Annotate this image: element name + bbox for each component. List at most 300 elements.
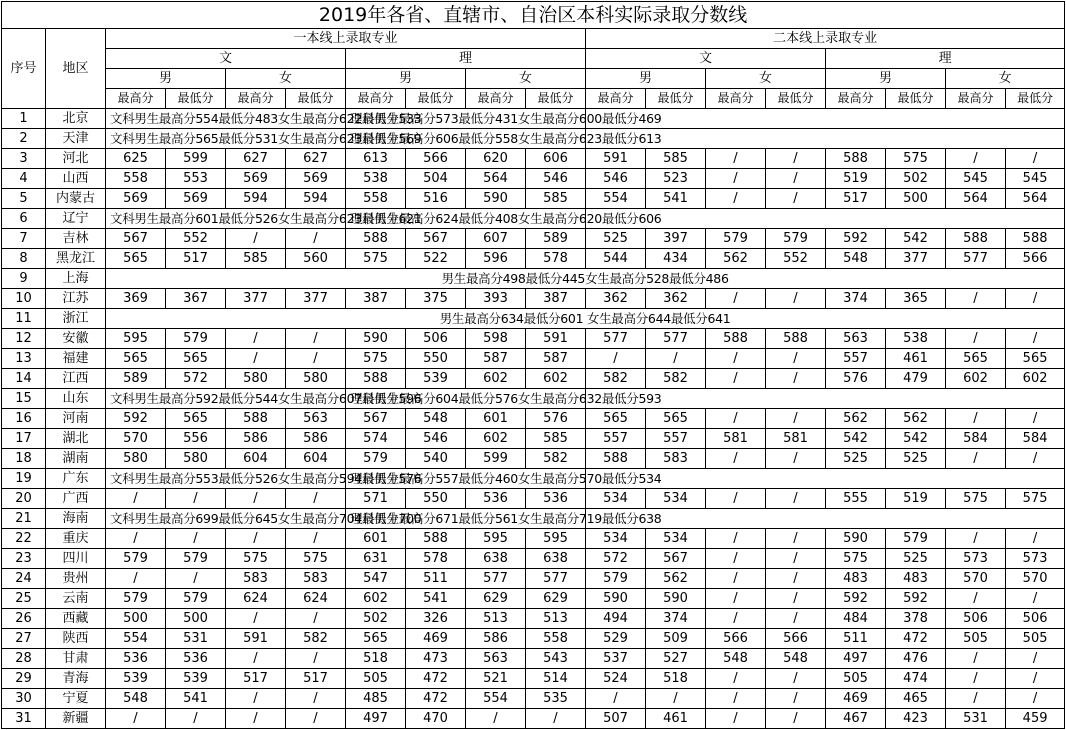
score-cell: 522 bbox=[406, 249, 466, 269]
score-cell: 620 bbox=[466, 149, 526, 169]
score-cell: / bbox=[946, 449, 1006, 469]
table-row bbox=[2, 449, 1065, 469]
score-cell: / bbox=[226, 709, 286, 729]
score-cell: 602 bbox=[946, 369, 1006, 389]
score-cell: 506 bbox=[406, 329, 466, 349]
header-gender-female: 女 bbox=[706, 69, 826, 89]
score-cell: 534 bbox=[646, 489, 706, 509]
score-cell: 638 bbox=[526, 549, 586, 569]
score-cell: 541 bbox=[166, 689, 226, 709]
score-cell: 588 bbox=[346, 229, 406, 249]
score-cell: 583 bbox=[286, 569, 346, 589]
table-row bbox=[2, 369, 1065, 389]
score-cell: 579 bbox=[346, 449, 406, 469]
score-cell: / bbox=[766, 609, 826, 629]
score-cell: / bbox=[166, 709, 226, 729]
score-cell: 580 bbox=[166, 449, 226, 469]
score-cell: 506 bbox=[946, 609, 1006, 629]
score-cell: 377 bbox=[226, 289, 286, 309]
score-cell: 537 bbox=[586, 649, 646, 669]
score-cell: 604 bbox=[226, 449, 286, 469]
row-region: 四川 bbox=[46, 549, 106, 569]
score-cell: 566 bbox=[766, 629, 826, 649]
score-cell: 546 bbox=[526, 169, 586, 189]
score-cell: 588 bbox=[226, 409, 286, 429]
score-cell: 565 bbox=[586, 409, 646, 429]
header-min: 最低分 bbox=[646, 89, 706, 109]
score-cell: 624 bbox=[286, 589, 346, 609]
score-cell: 565 bbox=[166, 409, 226, 429]
table-row bbox=[2, 509, 1065, 529]
score-cell: 393 bbox=[466, 289, 526, 309]
score-cell: 467 bbox=[826, 709, 886, 729]
score-cell: 587 bbox=[526, 349, 586, 369]
score-cell: 588 bbox=[826, 149, 886, 169]
tier1-arts-note: 文科男生最高分592最低分544女生最高分607最低分596 bbox=[106, 389, 346, 409]
tier1-science-note: 理科男生最高分671最低分561女生最高分719最低分638 bbox=[346, 509, 586, 529]
score-cell: 565 bbox=[346, 629, 406, 649]
score-cell: 557 bbox=[646, 429, 706, 449]
score-cell: 538 bbox=[886, 329, 946, 349]
table-row bbox=[2, 249, 1065, 269]
score-cell: 575 bbox=[346, 249, 406, 269]
score-cell: 575 bbox=[886, 149, 946, 169]
score-cell: 505 bbox=[826, 669, 886, 689]
score-cell: 479 bbox=[886, 369, 946, 389]
score-cell: / bbox=[766, 669, 826, 689]
score-cell: 552 bbox=[766, 249, 826, 269]
score-cell: 470 bbox=[406, 709, 466, 729]
score-cell: 579 bbox=[706, 229, 766, 249]
score-cell: / bbox=[466, 709, 526, 729]
score-cell: / bbox=[766, 289, 826, 309]
score-cell: 534 bbox=[586, 489, 646, 509]
table-row bbox=[2, 269, 1065, 289]
table-row bbox=[2, 389, 1065, 409]
header-max: 最高分 bbox=[466, 89, 526, 109]
header-max: 最高分 bbox=[586, 89, 646, 109]
score-cell: 542 bbox=[886, 429, 946, 449]
score-cell: 565 bbox=[946, 349, 1006, 369]
score-cell: 511 bbox=[406, 569, 466, 589]
score-cell: / bbox=[766, 589, 826, 609]
header-tier1-arts: 文 bbox=[106, 49, 346, 69]
table-row bbox=[2, 409, 1065, 429]
score-cell: 579 bbox=[166, 589, 226, 609]
score-cell: 585 bbox=[226, 249, 286, 269]
score-cell: 459 bbox=[1006, 709, 1065, 729]
header-gender-female: 女 bbox=[226, 69, 346, 89]
score-cell: 564 bbox=[946, 189, 1006, 209]
tier1-science-note: 理科男生最高分573最低分431女生最高分600最低分469 bbox=[346, 109, 586, 129]
score-cell: 552 bbox=[166, 229, 226, 249]
score-cell: 434 bbox=[646, 249, 706, 269]
score-cell: / bbox=[946, 529, 1006, 549]
score-cell: 607 bbox=[466, 229, 526, 249]
score-cell: 590 bbox=[586, 589, 646, 609]
score-cell: 541 bbox=[406, 589, 466, 609]
row-seq: 6 bbox=[2, 209, 46, 229]
score-cell: / bbox=[706, 549, 766, 569]
table-row bbox=[2, 189, 1065, 209]
score-cell: 473 bbox=[406, 649, 466, 669]
header-row-tier bbox=[2, 29, 1065, 49]
header-min: 最低分 bbox=[286, 89, 346, 109]
row-seq: 8 bbox=[2, 249, 46, 269]
score-cell: 557 bbox=[826, 349, 886, 369]
table-row bbox=[2, 289, 1065, 309]
score-cell: 548 bbox=[106, 689, 166, 709]
score-cell: 326 bbox=[406, 609, 466, 629]
row-region: 江西 bbox=[46, 369, 106, 389]
row-region: 上海 bbox=[46, 269, 106, 289]
header-row-score bbox=[2, 89, 1065, 109]
score-cell: 514 bbox=[526, 669, 586, 689]
score-cell: 562 bbox=[706, 249, 766, 269]
score-cell: 585 bbox=[526, 189, 586, 209]
score-cell: 564 bbox=[1006, 189, 1065, 209]
score-cell: / bbox=[286, 489, 346, 509]
score-cell: / bbox=[946, 669, 1006, 689]
table-row bbox=[2, 689, 1065, 709]
score-cell: 519 bbox=[826, 169, 886, 189]
score-cell: 580 bbox=[106, 449, 166, 469]
score-cell: 581 bbox=[706, 429, 766, 449]
score-cell: 369 bbox=[106, 289, 166, 309]
score-cell: 374 bbox=[826, 289, 886, 309]
score-cell: 592 bbox=[106, 409, 166, 429]
score-cell: 583 bbox=[646, 449, 706, 469]
score-cell: 567 bbox=[106, 229, 166, 249]
score-cell: 461 bbox=[886, 349, 946, 369]
score-cell: 569 bbox=[106, 189, 166, 209]
row-seq: 27 bbox=[2, 629, 46, 649]
score-cell: 601 bbox=[346, 529, 406, 549]
header-max: 最高分 bbox=[346, 89, 406, 109]
header-min: 最低分 bbox=[166, 89, 226, 109]
score-cell: 582 bbox=[526, 449, 586, 469]
score-cell: / bbox=[766, 549, 826, 569]
row-region: 安徽 bbox=[46, 329, 106, 349]
score-cell: 631 bbox=[346, 549, 406, 569]
score-cell: 517 bbox=[286, 669, 346, 689]
row-seq: 17 bbox=[2, 429, 46, 449]
row-region: 甘肃 bbox=[46, 649, 106, 669]
score-cell: 562 bbox=[886, 409, 946, 429]
header-min: 最低分 bbox=[526, 89, 586, 109]
score-cell: / bbox=[226, 529, 286, 549]
score-cell: 579 bbox=[106, 589, 166, 609]
score-cell: 588 bbox=[406, 529, 466, 549]
score-cell: 518 bbox=[646, 669, 706, 689]
table-row bbox=[2, 149, 1065, 169]
header-min: 最低分 bbox=[1006, 89, 1065, 109]
score-cell: 536 bbox=[106, 649, 166, 669]
row-region: 广东 bbox=[46, 469, 106, 489]
header-min: 最低分 bbox=[766, 89, 826, 109]
score-cell: 523 bbox=[646, 169, 706, 189]
score-cell: 546 bbox=[406, 429, 466, 449]
score-cell: 558 bbox=[106, 169, 166, 189]
score-cell: 579 bbox=[166, 549, 226, 569]
score-cell: 547 bbox=[346, 569, 406, 589]
score-cell: 591 bbox=[226, 629, 286, 649]
row-region: 吉林 bbox=[46, 229, 106, 249]
score-cell: 602 bbox=[466, 429, 526, 449]
score-cell: 566 bbox=[1006, 249, 1065, 269]
score-cell: 577 bbox=[646, 329, 706, 349]
table-row bbox=[2, 549, 1065, 569]
score-cell: 362 bbox=[586, 289, 646, 309]
score-cell: 565 bbox=[166, 349, 226, 369]
score-cell: 472 bbox=[406, 689, 466, 709]
row-seq: 22 bbox=[2, 529, 46, 549]
score-cell: / bbox=[646, 689, 706, 709]
row-region: 北京 bbox=[46, 109, 106, 129]
score-cell: / bbox=[286, 229, 346, 249]
score-cell: 517 bbox=[166, 249, 226, 269]
table-row bbox=[2, 529, 1065, 549]
tier1-science-note: 理科男生最高分624最低分408女生最高分620最低分606 bbox=[346, 209, 586, 229]
score-cell: 589 bbox=[526, 229, 586, 249]
score-cell: 476 bbox=[886, 649, 946, 669]
score-cell: 572 bbox=[586, 549, 646, 569]
score-cell: 500 bbox=[166, 609, 226, 629]
score-cell: 588 bbox=[946, 229, 1006, 249]
score-cell: 590 bbox=[826, 529, 886, 549]
score-cell: 602 bbox=[1006, 369, 1065, 389]
score-cell: 577 bbox=[526, 569, 586, 589]
header-max: 最高分 bbox=[106, 89, 166, 109]
score-cell: 502 bbox=[346, 609, 406, 629]
score-cell: / bbox=[226, 609, 286, 629]
score-cell: 483 bbox=[826, 569, 886, 589]
score-cell: 494 bbox=[586, 609, 646, 629]
table-row bbox=[2, 349, 1065, 369]
header-gender-male: 男 bbox=[586, 69, 706, 89]
row-seq: 15 bbox=[2, 389, 46, 409]
row-seq: 21 bbox=[2, 509, 46, 529]
score-cell: 592 bbox=[826, 229, 886, 249]
score-cell: / bbox=[706, 709, 766, 729]
score-cell: 571 bbox=[346, 489, 406, 509]
score-cell: 505 bbox=[946, 629, 1006, 649]
score-cell: 531 bbox=[166, 629, 226, 649]
score-cell: / bbox=[766, 369, 826, 389]
score-cell: 595 bbox=[466, 529, 526, 549]
score-cell: 529 bbox=[586, 629, 646, 649]
score-cell: 629 bbox=[466, 589, 526, 609]
score-cell: / bbox=[946, 649, 1006, 669]
score-cell: / bbox=[1006, 329, 1065, 349]
row-region: 新疆 bbox=[46, 709, 106, 729]
score-cell: 570 bbox=[1006, 569, 1065, 589]
score-cell: 558 bbox=[526, 629, 586, 649]
score-cell: 513 bbox=[526, 609, 586, 629]
score-cell: 592 bbox=[886, 589, 946, 609]
score-cell: 604 bbox=[286, 449, 346, 469]
score-cell: 472 bbox=[406, 669, 466, 689]
score-cell: 564 bbox=[466, 169, 526, 189]
score-cell: 550 bbox=[406, 349, 466, 369]
score-cell: 588 bbox=[706, 329, 766, 349]
score-cell: 579 bbox=[586, 569, 646, 589]
score-cell: / bbox=[946, 329, 1006, 349]
row-seq: 23 bbox=[2, 549, 46, 569]
score-cell: 589 bbox=[106, 369, 166, 389]
score-cell: / bbox=[706, 289, 766, 309]
score-cell: 599 bbox=[466, 449, 526, 469]
combined-note: 男生最高分498最低分445女生最高分528最低分486 bbox=[106, 269, 1065, 289]
row-seq: 26 bbox=[2, 609, 46, 629]
row-seq: 25 bbox=[2, 589, 46, 609]
header-min: 最低分 bbox=[406, 89, 466, 109]
row-seq: 5 bbox=[2, 189, 46, 209]
header-gender-female: 女 bbox=[946, 69, 1065, 89]
score-cell: 474 bbox=[886, 669, 946, 689]
score-cell: / bbox=[106, 569, 166, 589]
score-cell: 517 bbox=[826, 189, 886, 209]
score-cell: 536 bbox=[166, 649, 226, 669]
score-cell: / bbox=[286, 709, 346, 729]
score-cell: 548 bbox=[766, 649, 826, 669]
score-cell: / bbox=[1006, 649, 1065, 669]
row-seq: 30 bbox=[2, 689, 46, 709]
score-cell: 590 bbox=[346, 329, 406, 349]
score-cell: 563 bbox=[286, 409, 346, 429]
score-cell: / bbox=[106, 529, 166, 549]
row-seq: 19 bbox=[2, 469, 46, 489]
score-cell: 546 bbox=[586, 169, 646, 189]
score-cell: 590 bbox=[646, 589, 706, 609]
row-seq: 31 bbox=[2, 709, 46, 729]
score-cell: 374 bbox=[646, 609, 706, 629]
score-cell: / bbox=[166, 489, 226, 509]
row-seq: 3 bbox=[2, 149, 46, 169]
header-gender-male: 男 bbox=[826, 69, 946, 89]
score-cell: 539 bbox=[166, 669, 226, 689]
score-cell: / bbox=[706, 349, 766, 369]
row-region: 天津 bbox=[46, 129, 106, 149]
table-title: 2019年各省、直辖市、自治区本科实际录取分数线 bbox=[2, 2, 1065, 29]
score-cell: / bbox=[766, 409, 826, 429]
score-cell: / bbox=[946, 149, 1006, 169]
score-cell: / bbox=[1006, 409, 1065, 429]
score-cell: 575 bbox=[1006, 489, 1065, 509]
score-cell: 469 bbox=[406, 629, 466, 649]
table-row bbox=[2, 109, 1065, 129]
score-cell: 509 bbox=[646, 629, 706, 649]
score-cell: 587 bbox=[466, 349, 526, 369]
score-cell: / bbox=[946, 689, 1006, 709]
score-cell: 582 bbox=[586, 369, 646, 389]
score-cell: / bbox=[646, 349, 706, 369]
score-cell: 387 bbox=[526, 289, 586, 309]
row-seq: 1 bbox=[2, 109, 46, 129]
title-row bbox=[2, 2, 1065, 29]
row-region: 河南 bbox=[46, 409, 106, 429]
header-max: 最高分 bbox=[946, 89, 1006, 109]
score-cell: 574 bbox=[346, 429, 406, 449]
score-cell: 588 bbox=[1006, 229, 1065, 249]
header-max: 最高分 bbox=[706, 89, 766, 109]
score-cell: 519 bbox=[886, 489, 946, 509]
score-cell: 577 bbox=[466, 569, 526, 589]
score-cell: 577 bbox=[946, 249, 1006, 269]
score-cell: 601 bbox=[466, 409, 526, 429]
score-cell: 565 bbox=[106, 349, 166, 369]
row-region: 内蒙古 bbox=[46, 189, 106, 209]
score-cell: 548 bbox=[406, 409, 466, 429]
score-cell: 483 bbox=[886, 569, 946, 589]
score-cell: / bbox=[1006, 289, 1065, 309]
score-cell: / bbox=[226, 489, 286, 509]
score-cell: / bbox=[1006, 449, 1065, 469]
score-cell: 566 bbox=[406, 149, 466, 169]
score-cell: / bbox=[706, 569, 766, 589]
score-cell: 377 bbox=[286, 289, 346, 309]
score-cell: 579 bbox=[766, 229, 826, 249]
score-cell: 505 bbox=[1006, 629, 1065, 649]
score-cell: 504 bbox=[406, 169, 466, 189]
score-cell: 542 bbox=[886, 229, 946, 249]
row-region: 贵州 bbox=[46, 569, 106, 589]
score-cell: 540 bbox=[406, 449, 466, 469]
score-cell: 566 bbox=[706, 629, 766, 649]
row-seq: 9 bbox=[2, 269, 46, 289]
score-cell: 579 bbox=[106, 549, 166, 569]
score-cell: 582 bbox=[286, 629, 346, 649]
score-cell: 543 bbox=[526, 649, 586, 669]
score-cell: 554 bbox=[466, 689, 526, 709]
score-cell: 576 bbox=[526, 409, 586, 429]
score-cell: 562 bbox=[826, 409, 886, 429]
score-cell: / bbox=[766, 349, 826, 369]
score-cell: / bbox=[766, 569, 826, 589]
score-cell: 500 bbox=[886, 189, 946, 209]
score-cell: 534 bbox=[586, 529, 646, 549]
score-cell: 539 bbox=[106, 669, 166, 689]
score-cell: / bbox=[1006, 589, 1065, 609]
table-row bbox=[2, 589, 1065, 609]
score-cell: 511 bbox=[826, 629, 886, 649]
score-cell: 465 bbox=[886, 689, 946, 709]
score-cell: 578 bbox=[406, 549, 466, 569]
row-seq: 10 bbox=[2, 289, 46, 309]
score-cell: 548 bbox=[826, 249, 886, 269]
score-cell: 541 bbox=[646, 189, 706, 209]
score-cell: / bbox=[766, 189, 826, 209]
score-cell: / bbox=[766, 169, 826, 189]
score-cell: 573 bbox=[946, 549, 1006, 569]
table-row bbox=[2, 669, 1065, 689]
score-cell: 521 bbox=[466, 669, 526, 689]
tier1-arts-note: 文科男生最高分565最低分531女生最高分623最低分569 bbox=[106, 129, 346, 149]
score-cell: 592 bbox=[826, 589, 886, 609]
score-cell: / bbox=[586, 689, 646, 709]
score-cell: 591 bbox=[586, 149, 646, 169]
score-cell: 579 bbox=[166, 329, 226, 349]
score-cell: / bbox=[766, 489, 826, 509]
score-cell: / bbox=[586, 349, 646, 369]
score-cell: 536 bbox=[466, 489, 526, 509]
score-cell: 586 bbox=[226, 429, 286, 449]
row-region: 山东 bbox=[46, 389, 106, 409]
score-cell: / bbox=[226, 689, 286, 709]
score-cell: 578 bbox=[526, 249, 586, 269]
score-cell: 563 bbox=[826, 329, 886, 349]
score-cell: 550 bbox=[406, 489, 466, 509]
